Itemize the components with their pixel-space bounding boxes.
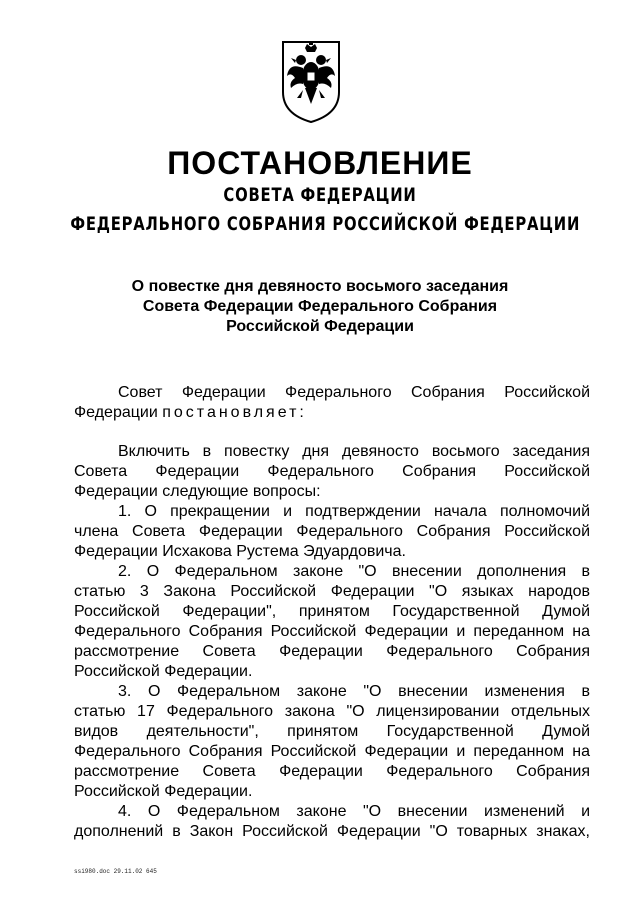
text-line: Федерации Исхакова Рустема Эдуардовича.	[74, 543, 406, 560]
subject-line: Совета Федерации Федерального Собрания	[142, 298, 498, 315]
file-stamp: ssi980.doc 29.11.02 645	[74, 868, 157, 875]
text-line: Федерации следующие вопросы:	[74, 483, 321, 500]
coat-of-arms-emblem	[279, 38, 343, 124]
text-line: Федерального Собрания Российской Федерации и переданном на	[74, 623, 590, 640]
agenda-item-2: 2. О Федеральном законе "О внесении дополнения в	[118, 563, 590, 580]
text-line: рассмотрение Совета Федерации Федерального Собрания	[74, 763, 590, 780]
subject-line: О повестке дня девяносто восьмого заседания	[131, 278, 509, 295]
text-line: рассмотрение Совета Федерации Федерального Собрания	[74, 643, 590, 660]
text-line: дополнений в Закон Российской Федерации "О товарных знаках,	[74, 823, 590, 840]
text-line: Российской Федерации.	[74, 783, 253, 800]
text-line: члена Совета Федерации Федерального Собрания Российской	[74, 523, 590, 540]
issuer-line-1: СОВЕТА ФЕДЕРАЦИИ	[223, 184, 417, 206]
issuer-line-2: ФЕДЕРАЛЬНОГО СОБРАНИЯ РОССИЙСКОЙ ФЕДЕРАЦИИ	[70, 213, 581, 235]
document-subject	[0, 277, 640, 337]
agenda-item-3: 3. О Федеральном законе "О внесении изменения в	[118, 683, 590, 700]
subject-line: Российской Федерации	[226, 318, 414, 335]
document-title: ПОСТАНОВЛЕНИЕ	[167, 145, 473, 181]
decree-body	[74, 442, 590, 842]
text-line: Федерального Собрания Российской Федерации и переданном на	[74, 743, 590, 760]
text-line: Совета Федерации Федерального Собрания Российской	[74, 463, 590, 480]
text-line: Российской Федерации", принятом Государственной Думой	[74, 603, 590, 620]
text-line: видов деятельности", принятом Государственной Думой	[74, 723, 590, 740]
text-line: Совет Федерации Федерального Собрания Российской	[118, 384, 590, 401]
text-line: статью 3 Закона Российской Федерации "О языках народов	[74, 583, 590, 600]
preamble-paragraph	[74, 383, 590, 423]
text-line: Включить в повестку дня девяносто восьмого заседания	[118, 443, 590, 460]
preamble-word: Федерации	[74, 404, 158, 421]
text-line	[74, 403, 590, 423]
text-line: Российской Федерации.	[74, 663, 253, 680]
agenda-item-4: 4. О Федеральном законе "О внесении изменений и	[118, 803, 590, 820]
decree-verb: постановляет:	[162, 404, 307, 421]
agenda-item-1: 1. О прекращении и подтверждении начала полномочий	[118, 503, 590, 520]
text-line: статью 17 Федерального закона "О лицензировании отдельных	[74, 703, 590, 720]
